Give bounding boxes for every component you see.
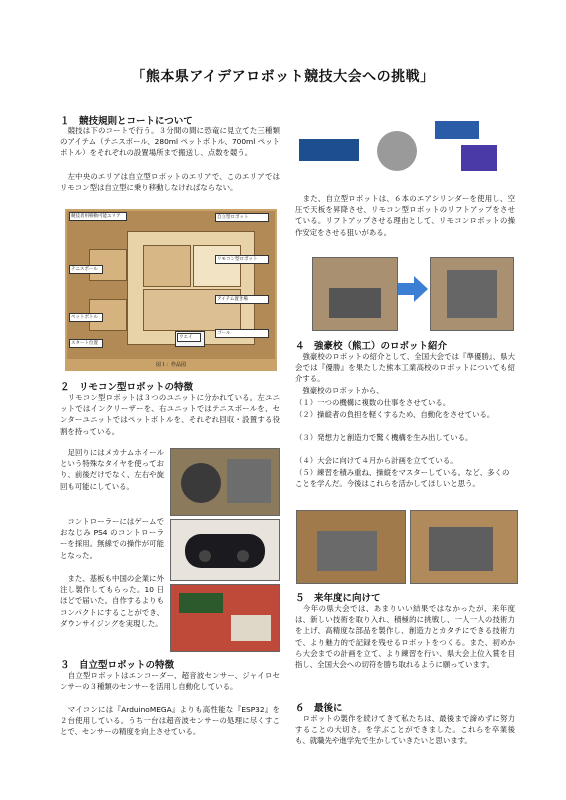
court-figure	[65, 209, 277, 371]
section-3-heading: ３ 自立型ロボットの特徴	[60, 660, 175, 671]
robot-lowered-photo	[312, 257, 398, 331]
section-6-heading: ６ 最後に	[295, 703, 343, 714]
section-1-heading: １ 競技規則とコートについて	[60, 116, 193, 127]
kumako-robot-photo-2	[410, 510, 518, 584]
section-3-paragraph-1: 自立型ロボットはエンコーダー、超音波センサー、ジャイロセンサーの３種類のセンサーを活用し自動化している。	[60, 671, 280, 692]
arrow-head-icon	[414, 276, 428, 302]
court-label: ペットボトル	[69, 313, 103, 322]
court-label: リモコン型ロボット	[215, 255, 269, 264]
section-3-paragraph-2: マイコンには『ArduinoMEGA』よりも高性能な『ESP32』を２台使用している。うち一台は超音波センサーの処理に尽くすことで、センサーの精度を向上させている。	[60, 705, 280, 737]
circuit-board-photo	[170, 584, 280, 652]
section-6-paragraph-1: ロボットの製作を続けてきて私たちは、最後まで諦めずに努力することの大切さ。を学ぶことができました。これらを卒業後も、就職先や進学先で生かしていきたいと思います。	[295, 714, 515, 746]
court-label: アイテム置き場	[215, 295, 269, 304]
list-item: （５）練習を積み重ね、操縦をマスターしている。など、多くのことを学んだ。今後はこれらを活かしてほしいと思う。	[295, 468, 510, 489]
ps4-controller-photo	[170, 519, 280, 581]
court-label: スタート位置	[69, 339, 103, 348]
kumako-robot-photo-1	[296, 510, 406, 584]
page-title: 「熊本県アイデアロボット競技大会への挑戦」	[131, 69, 435, 85]
section-2-heading: ２ リモコン型ロボットの特徴	[60, 382, 194, 393]
section-1-paragraph-2: 左中央のエリアは自立型ロボットのエリアで、このエリアではリモコン型は自立型に乗り移動しなければならない。	[60, 172, 280, 193]
court-label: ゴール	[215, 329, 269, 338]
section-5-heading: ５ 来年度に向けて	[295, 593, 381, 604]
section-4-paragraph-2: 強豪校のロボットから、	[295, 386, 384, 395]
section-2-paragraph-3: コントローラーにはゲームでおなじみ PS4 のコントローラーを採用。無線での操作が可能となった。	[60, 517, 164, 560]
right-paragraph-air-cylinder: また、自立型ロボットは、６本のエアシリンダーを使用し、空圧で天板を昇降させ、リモコン型ロボットのリフトアップをさせている。リフトアップさせる理由として、リモコンロボットの操作安定をさせる狙いがある。	[295, 194, 515, 237]
robot-raised-photo	[430, 257, 514, 331]
court-label: 競技者用移動可能エリア	[69, 212, 127, 221]
section-2-paragraph-4: また、基板も中国の企業に外注し製作してもらった。10 日ほどで届いた。自作するよりもコンパクトにすることができ、ダウンサイジングを実現した。	[60, 574, 164, 628]
figure-caption: 図１：作品図	[155, 362, 186, 368]
section-4-paragraph-1: 強豪校のロボットの紹介として、全国大会では『準優勝』、県大会では『優勝』を果たした熊本工業高校のロボットについても紹介する。	[295, 352, 515, 384]
court-label: テニスボール	[69, 265, 103, 274]
list-item: （１）一つの機構に複数の仕事をさせている。	[295, 398, 451, 407]
section-1-paragraph-1: 競技は下のコートで行う。３分間の間に恐竜に見立てた三種類のアイテム（テニスボール、280ml ペットボトル、700ml ペットボトル）をそれぞれの設置場所まで搬送し、点数を競う。	[60, 126, 280, 158]
list-item: （４）大会に向けて４月から計画を立てている。	[295, 456, 458, 465]
section-5-paragraph-1: 今年の県大会では、あまりいい結果ではなかったが、来年度は、新しい技術を取り入れ、積極的に挑戦し、一人一人の技術力を上げ、高精度な部品を製作し、創造力とカタチにできる技術力で、より魅力的で記録を残せるロボットをつくる。また、初めから大会までの計画を立て、より練習を行い、県大会上位入賞を目指し、全国大会への切符を勝ち取れるように願っています。	[295, 604, 515, 670]
sensors-photo	[295, 113, 510, 185]
section-2-paragraph-1: リモコン型ロボットは３つのユニットに分かれている。左ユニットではインクリーザーを、右ユニットではテニスボールを、センターユニットではペットボトルを、それぞれ回収・設置する役割を持っている。	[60, 393, 280, 436]
mecanum-wheel-photo	[170, 448, 280, 516]
court-label: ウエイ	[177, 333, 201, 342]
list-item: （２）操縦者の負担を軽くするため、自動化をさせている。	[295, 410, 495, 419]
arrow-icon	[398, 283, 414, 295]
list-item: （３）発想力と創造力で驚く機構を生み出している。	[295, 433, 473, 442]
section-2-paragraph-2: 足回りにはメカナムホイールという特殊なタイヤを使っており、前後だけでなく、左右や旋回も可能にしている。	[60, 448, 164, 491]
section-4-heading: ４ 強豪校（熊工）のロボット紹介	[295, 341, 448, 352]
court-label: 自立型ロボット	[215, 213, 269, 222]
